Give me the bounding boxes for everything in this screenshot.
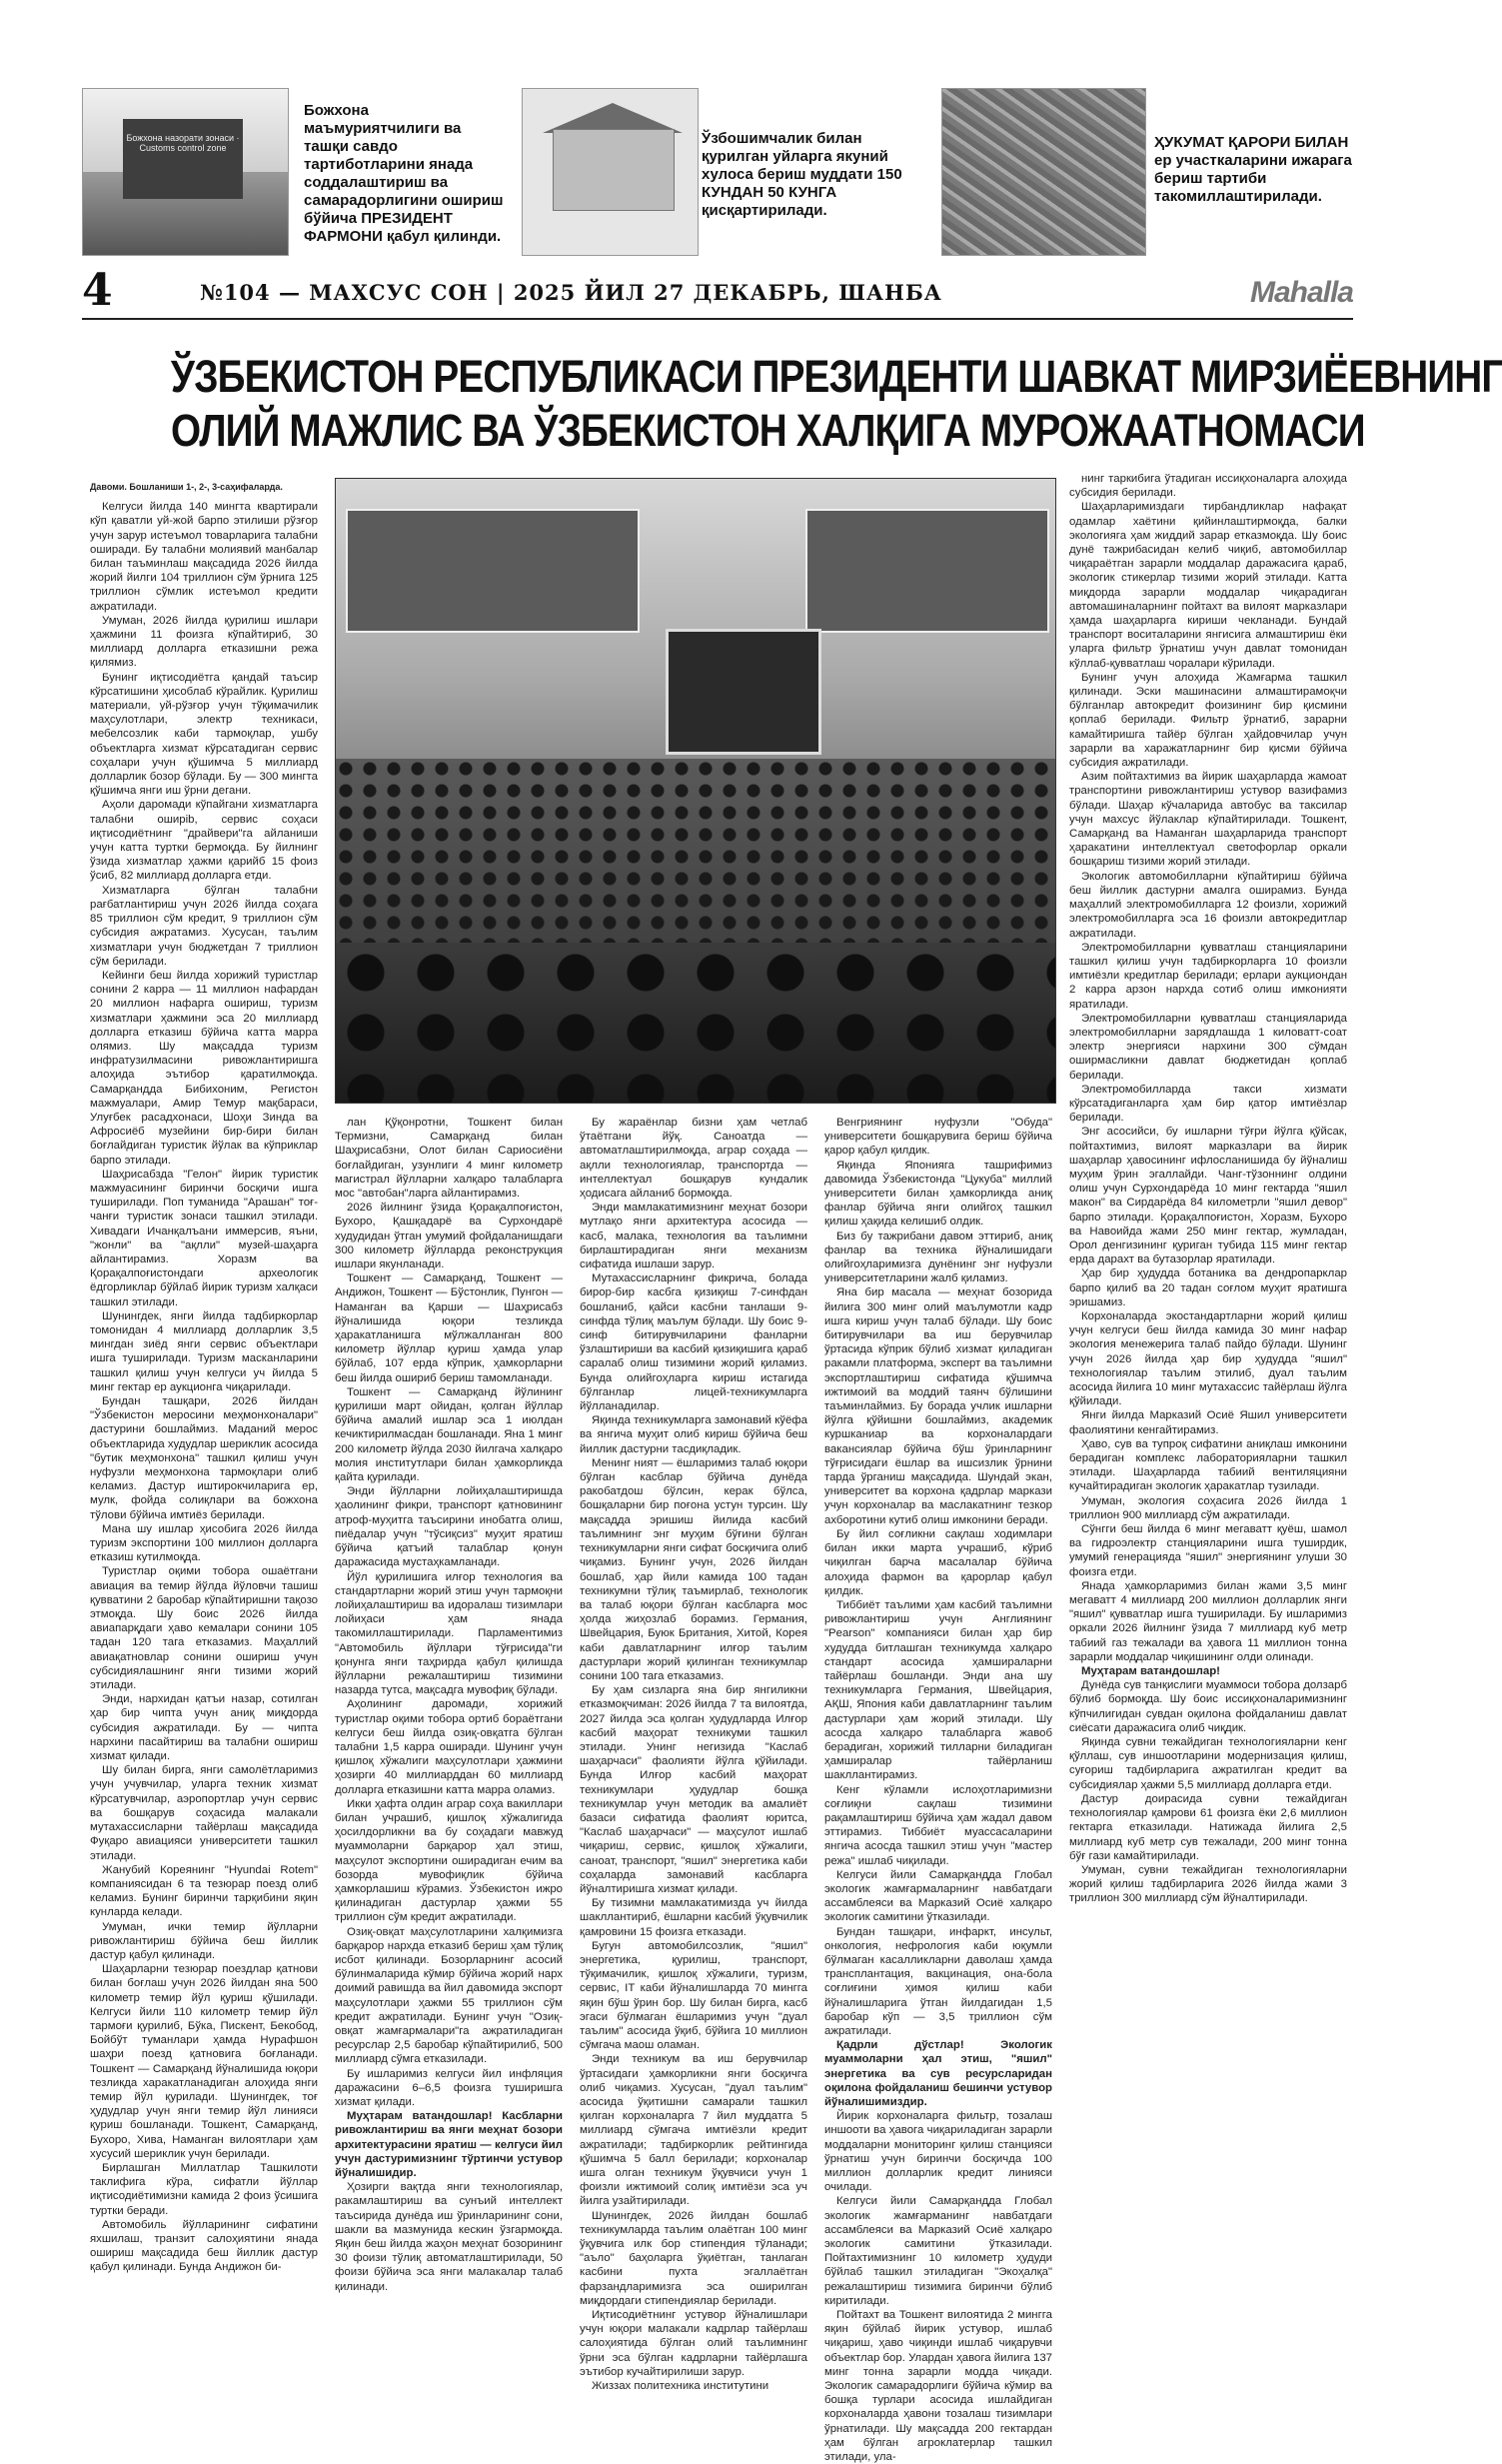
- paragraph: Бу тизимни мамлакатимизда уч йилда шакллантириб, ёшларни касбий ўқувчилик қамровини 15 фоизга етказади.: [580, 1897, 807, 1938]
- paragraph: лан Қўқонротни, Тошкент билан Термизни, Самарқанд билан Шаҳрисабзни, Олот билан Сариосиёни боғлайдиган, узунлиги 4 минг километр магистрал йўлларни халқаро талабларга мос "автобан"ларга айлантирамиз.: [335, 1117, 563, 1201]
- paragraph: Бу йил соғликни сақлаш ходимлари билан икки марта учрашиб, кўриб чиқилган барча масалалар бўйича алоҳида фармон ва қарорлар қабул қилдик.: [824, 1527, 1052, 1597]
- paragraph: Корхоналарда экостандартларни жорий қилиш учун келгуси беш йилда камида 30 минг нафар экология менежерига талаб пайдо бўлади. Шунинг учун 2026 йилда ҳар бир ҳудудда "яшил" технологиялар таълим этилиб, дуал таълим асосида йилига 10 минг мутахассис тайёрлаш йўлга қўйилади.: [1069, 1309, 1347, 1408]
- paragraph: Дастур доирасида сувни тежайдиган технологиялар қамрови 61 фоизга ёки 2,6 миллион гектарга етказилади. Натижада йилига 2,5 миллиард куб метр сув тежалади, 200 минг тонна бўғ гази камайтирилади.: [1069, 1792, 1347, 1862]
- article-column-2: [335, 1116, 563, 2293]
- headline-line-2: ОЛИЙ МАЖЛИС ВА ЎЗБЕКИСТОН ХАЛҚИГА МУРОЖААТНОМАСИ: [171, 405, 1365, 456]
- paragraph: Шунингдек, янги йилда тадбиркорлар томонидан 4 миллиард долларлик 3,5 мингдан зиёд янги сервис объектлари ишга туширилади. Туризм масканларини ташкил қилиш учун келгуси уч йилда 5 минг гектар ер аукционга чиқарилади.: [90, 1309, 318, 1393]
- section-heading: Муҳтарам ватандошлар!: [1081, 1665, 1220, 1678]
- headline-line-1: ЎЗБЕКИСТОН РЕСПУБЛИКАСИ ПРЕЗИДЕНТИ ШАВКАТ МИРЗИЁЕВНИНГ: [171, 351, 1502, 402]
- audience-front-rows: [336, 943, 1055, 1103]
- assembly-hall-photo: [335, 478, 1056, 1104]
- paragraph: Мана шу ишлар ҳисобига 2026 йилда туризм экспортини 100 миллион долларга етказиш кутилмоқда.: [90, 1522, 318, 1564]
- section-heading: Муҳтарам ватандошлар! Касбларни ривожлантириш ва янги меҳнат бозори архитектурасини яратиш — келгуси йил учун дастуримизнинг тўртинчи устувор йўналишидир.: [335, 2110, 563, 2180]
- mahalla-logo[interactable]: Mahalla: [1249, 276, 1353, 309]
- paragraph: Янги йилда Марказий Осиё Яшил университети фаолиятини кенгайтирамиз.: [1069, 1409, 1347, 1436]
- paragraph: Биз бу тажрибани давом эттириб, аниқ фанлар ва техника йўналишидаги олийгоҳларимизга дунёнинг энг нуфузли университетларини жалб қиламиз.: [824, 1230, 1052, 1285]
- hall-screen-left: [346, 509, 640, 633]
- paragraph: Венгриянинг нуфузли "Обуда" университети бошқарувига бериш бўйича қарор қабул қилдик.: [824, 1117, 1052, 1158]
- paragraph: Тошкент — Самарқанд йўлининг қурилиши март ойидан, қолган йўллар бўйича амалий ишлар эса 1 июлдан кечиктирилмасдан бошланади. Яна 1 минг 200 километр йўлда 2030 йилгача халқаро молия институтлари билан ҳамкорликда қайта қурилади.: [335, 1385, 563, 1484]
- paragraph: Сўнгги беш йилда 6 минг мегаватт қуёш, шамол ва гидроэлектр станцияларини ишга туширдик, умумий генерацияда "яшил" энергиянинг улуши 30 фоизга етди.: [1069, 1523, 1347, 1578]
- paragraph: Келгуси йили Самарқандда Глобал экологик жамғармаларнинг навбатдаги ассамблеяси ва Марказий Осиё халқаро экологик самитини ўтказилади.: [824, 1868, 1052, 1924]
- paragraph: Йўл қурилишига илғор технология ва стандартларни жорий этиш учун тармоқни лойиҳалаштириш ва идоралаш тизимлари лойиҳаси ҳам янада такомиллаштирилади. Парламентимиз "Автомобиль йўллари тўғрисида"ги қонунга янги таҳрирда қабул қилишда йўлларни режалаштириш тизимини назарда тутса, мақсадга мувофиқ бўлади.: [335, 1570, 563, 1697]
- page-title: [171, 350, 1502, 458]
- paragraph: Умуман, сувни тежайдиган технологияларни жорий қилиш тадбирларига 2026 йилда жами 3 триллион 300 миллиард сўм йўналтирилади.: [1069, 1863, 1347, 1905]
- paragraph: Энди мамлакатимизнинг меҳнат бозори мутлақо янги архитектура асосида — касб, малака, технология ва таълимни бирлаштирадиган янги механизм сифатида ишлаши зарур.: [580, 1202, 807, 1271]
- teaser-land[interactable]: [941, 88, 1353, 258]
- paragraph: Электромобилларда такси хизмати кўрсатадиганларга ҳам бир қатор имтиёзлар берилади.: [1069, 1083, 1347, 1125]
- paragraph: Экологик автомобилларни кўпайтириш бўйича беш йиллик дастурни амалга оширамиз. Бунда маҳаллий электромобилларга 12 фоизли, хорижий электромобилларга эса 16 фоизли автокредитлар ажратилади.: [1069, 870, 1347, 940]
- aerial-land-plots-photo: [941, 88, 1146, 256]
- paragraph: Ҳаво, сув ва тупроқ сифатини аниқлаш имконини берадиган комплекс лабораторияларни ташкил этилади. Шаҳарларда табиий вентиляцияни кучайтирадиган экологик ҳаракатлар тузилади.: [1069, 1437, 1347, 1493]
- paragraph: Бугун автомобилсозлик, "яшил" энергетика, қурилиш, транспорт, тўқимачилик, қишлоқ хўжалиги, туризм, сервис, IT каби йўналишларда 70 мингга яқин бўш ўрин бор. Шу билан бирга, касб эгаси бўлмаган ёшларимиз учун "дуал таълим" асосида ўқиб, бўйига 10 миллион сўмгача маош оламан.: [580, 1939, 807, 2052]
- paragraph: Шаҳрисабзда "Гелон" йирик туристик мажмуасининг биринчи босқичи ишга туширилади. Поп туманида "Арашан" тоғ-чанғи туристик зонаси ташкил этилади. Хивадаги Ичанқалъани иммерсив, яъни, "жонли" ва "ақлли" музей-шаҳарга айлантирамиз. Хоразм ва Қорақалпоғистондаги археологик ёдгорликлар бўйлаб йирик туризм халқаси ташкил этилади.: [90, 1168, 318, 1308]
- paragraph: Хизматларга бўлган талабни рағбатлантириш учун 2026 йилда соҳага 85 триллион сўм кредит, 9 триллион сўм субсидия ажратамиз. Хусусан, таълим хизматлари учун бюджетдан 7 триллион сўм берилади.: [90, 884, 318, 968]
- paragraph: Кейинги беш йилда хорижий туристлар сонини 2 карра — 11 миллион нафардан 20 миллион нафарга ошириш, туризм хизматлари ҳажмини эса 20 миллиард долларга етказиш бўйича катта марра олямиз. Шу мақсадда туризм инфратузилмасини ривожлантиришга алоҳида эътибор қаратилмоқда. Самарқандда Бибихоним, Регистон мажмуалари, Амир Темур мақбараси, Улуғбек расадхонаси, Шоҳи Зинда ва Афросиёб музейини бир-бири билан боғлайдиган туристик йўлак ва кўприклар барпо этилади.: [90, 969, 318, 1167]
- paragraph: Келгуси йили Самарқандда Глобал экологик жамғарманинг навбатдаги ассамблеяси ва Марказий Осиё халқаро экологик самитини ўтказилади. Пойтахтимизнинг 10 километр ҳудуди бўйлаб ташкил этиладиган "Экоҳалқа" режалаштириш тизимига биринчи бўлиб киритилади.: [824, 2195, 1052, 2307]
- paragraph: Бу жараёнлар бизни ҳам четлаб ўтаётгани йўқ. Саноатда — автоматлаштирилмоқда, аграр соҳада — ақлли технологиялар, транспортда — интеллектуал бошқарув кундалик ҳодисага айланиб бормоқда.: [580, 1117, 807, 1201]
- paragraph: Туристлар оқими тобора ошаётгани авиация ва темир йўлда йўловчи ташиш қувватини 2 баробар кўпайтиришни тақозо этмоқда. Шу боис 2026 йилда авиапарқдаги ҳаво кемалари сонини 105 тадан 120 тага етказамиз. Маҳаллий авиақатновлар сонини ошириш учун субсидиялашнинг янги тизими жорий этилади.: [90, 1565, 318, 1692]
- paragraph: нинг таркибига ўтадиган иссиқхоналарга алоҳида субсидия берилади.: [1069, 473, 1347, 500]
- paragraph: Ҳозирги вақтда янги технологиялар, ракамлаштириш ва сунъий интеллект таъсирида дунёда иш ўринларининг сони, шакли ва мазмунида кескин ўзгармоқда. Яқин беш йилда жаҳон меҳнат бозорининг 30 фоизи тўлиқ автоматлаштирилади, 50 фоизи бўйича эса янги малакалар талаб қилинади.: [335, 2181, 563, 2293]
- teaser-houses-text: Ўзбошимчалик билан қурилган уйларга якуний хулоса бериш муддати 150 КУНДАН 50 КУНГА қисқартирилади.: [702, 130, 902, 219]
- teaser-customs[interactable]: [82, 88, 512, 258]
- paragraph: Бу ҳам сизларга яна бир янгиликни етказмоқчиман: 2026 йилда 7 та вилоятда, 2027 йилда эса қолган ҳудудларда Илғор касбий маҳорат техникуми ташкил этилади. Унинг негизида "Каслаб шаҳарчаси" фаолияти йўлга қўйилади. Бунда Илғор касбий маҳорат техникумлари ҳудудлар бошқа техникумлар учун методик ва амалиёт базаси сифатида фаолият юритса, "Каслаб шаҳарчаси" — маҳсулот ишлаб чиқариш, сервис, қишлоқ хўжалиги, саноат, транспорт, "яшил" энергетика каби соҳаларда замонавий касбларга йўналтиришга хизмат қилади.: [580, 1684, 807, 1895]
- customs-control-zone-photo: [82, 88, 289, 256]
- paragraph: Дунёда сув танқислиги муаммоси тобора долзарб бўлиб бормоқда. Шу боис иссиқхоналаримизнинг кўпчилигидан сувдан оқилона фойдаланиш давлат сиёсати даражасига олиб чиқдик.: [1069, 1679, 1347, 1734]
- paragraph: Озиқ-овқат маҳсулотларини халқимизга барқарор нархда етказиб бериш ҳам тўлиқ исбот қилинади. Бозорларнинг асосий бўлинмаларида кўмир бўйича жорий нарх доимий равишда ва йил давомида экспорт маҳсулотлари ҳажми 55 триллион сўм кредит ажратилади. Бунинг учун "Озиқ-овқат жамғармалари"га ажратиладиган ресурслар 2,5 баробар кўпайтирилиб, 500 миллиард сўмга етказилади.: [335, 1925, 563, 2066]
- paragraph: Йирик корхоналарга фильтр, тозалаш иншооти ва ҳавога чиқариладиган зарарли моддаларни мониторинг қилиш станцияси ўрнатиш учун биринчи босқичда 100 миллион долларлик кредит линияси очилади.: [824, 2110, 1052, 2194]
- paragraph: Икки ҳафта олдин аграр соҳа вакиллари билан учрашиб, қишлоқ хўжалигида ҳосилдорликни ва бу соҳадаги мавжуд муаммоларни барқарор ҳал этиш, маҳсулот экспортини оширадиган ечим ва бозорда мувофиқлик бўйича ҳамкорлашиш кўрамиз. Ўзбекистон ижро қилинадиган дастурлар ҳажми 55 триллион сўм кредит ажратилади.: [335, 1797, 563, 1924]
- paragraph: Электромобилларни қувватлаш станцияларида электромобилларни зарядлашда 1 киловатт-соат электр энергияси нархини 300 сўмдан оширмасликни давлат бюджетидан қоплаб берилади.: [1069, 1012, 1347, 1082]
- paragraph: 2026 йилнинг ўзида Қорақалпоғистон, Бухоро, Қашқадарё ва Сурхондарё худудидан ўтган умумий фойдаланишдаги 300 километр йўлларда реконструкция ишлари якунланади.: [335, 1202, 563, 1271]
- article-column-3: [580, 1116, 807, 2393]
- paragraph: Шунингдек, 2026 йилдан бошлаб техникумларда таълим олаётган 100 минг ўқувчига илк бор стипендия тўланади; "аъло" баҳоларга ўқиётган, танлаган касбини пухта эгаллаётган фарзандларимизга эса оширилган миқдордаги стипендиялар берилади.: [580, 2209, 807, 2307]
- paragraph: Умуман, 2026 йилда қурилиш ишлари ҳажмини 11 фоизга кўпайтириб, 30 миллиард долларга етказишни режа қилямиз.: [90, 614, 318, 670]
- paragraph: Жанубий Кореянинг "Hyundai Rotem" компаниясидан 6 та тезюрар поезд олиб келамиз. Бунинг биринчи тарқибини яқин кунларда келади.: [90, 1863, 318, 1919]
- paragraph: Электромобилларни қувватлаш станцияларини ташкил қилиш учун тадбиркорларга 10 фоизли имтиёзли кредитлар берилади; ерлари аукциондан 2 карра арзон нархда сотиб олиш имконияти яратилади.: [1069, 941, 1347, 1011]
- article-column-1: [90, 480, 318, 2274]
- paragraph: Бирлашган Миллатлар Ташкилоти таклифига кўра, сифатли йўллар иқтисодиётимизни камида 2 фоиз ўсишига туртки беради.: [90, 2161, 318, 2217]
- paragraph: Тиббиёт таълими ҳам касбий таълимни ривожлантириш учун Англиянинг "Pearson" компанияси билан ҳар бир худудда битлашган техникумда халқаро стандарт асосида ҳамшираларни тайёрлаш бошланди. Энди ана шу техникумларга Германия, Швейцария, АҚШ, Япония каби давлатларнинг таълим дастурлари ҳам жорий этилади. Шу асосда халқаро талабларга жавоб берадиган, хорижий тилларни биладиган ҳамширалар тайёрланиш шакллантирамиз.: [824, 1598, 1052, 1782]
- paragraph: Шаҳарларимиздаги тирбандликлар нафақат одамлар хаётини қийинлаштирмоқда, балки экологияга ҳам жиддий зарар етказмоқда. Шу боис дунё тажрибасидан келиб чиқиб, автомобиллар чиқараётган зарарли моддалар даражасига қараб, экологик стикерлар тизими жорий этилади. Катта миқдорда зарарли моддалар чиқарадиган автомашиналарнинг пойтахт ва вилоят марказлари ҳамда шаҳарларга кириши чекланади. Бундай транспорт воситаларини янгисига алмаштириш ёки уларга фильтр ўрнатиш учун давлат томонидан кўллаб-қувватлаш чоралари кўрилади.: [1069, 501, 1347, 670]
- paragraph: Янада ҳамкорларимиз билан жами 3,5 минг мегаватт 4 миллиард 200 миллион долларлик янги "яшил" қувватлар ишга туширилади. Бу ишларимиз оркали 2026 йилнинг ўзида 7 миллиард куб метр табиий газ тежалади ва ҳавога 11 миллион тонна зарарли моддалар чиқишининг олди олинади.: [1069, 1579, 1347, 1663]
- paragraph: Пойтахт ва Тошкент вилоятида 2 мингга яқин бўйлаб йирик устувор, ишлаб чиқариш, ҳаво чиқинди ишлаб чиқарувчи объектлар бор. Улардан ҳавога йилига 137 минг тонна зарарли модда чиқади. Экологик самарадорлиги бўйича кўмир ва бошқа турлари асосида ишлайдиган корхоналарда ҳавони тозалаш тизимлари ўрнатилади. Шу мақсадда 200 гектардан ҳам бўлган агроклатерлар ташкил этилади, ула-: [824, 2309, 1052, 2464]
- paragraph: Энди техникум ва иш берувчилар ўртасидаги ҳамкорликни янги босқичга олиб чиқамиз. Хусусан, "дуал таълим" асосида ўқитишни самарали ташкил қилган корхоналарга 7 йил муддатга 5 миллиард сўмгача имтиёзли кредит ажратилади; тадбиркорлик рейтингида қўшимча 5 балл берилади; корхоналар ишга олган техникум ўқувчиси учун 1 фоизли ижтимоий солиқ имтиёзи эса уч йилга узайтирилади.: [580, 2053, 807, 2208]
- paragraph: Менинг ният — ёшларимиз талаб юқори бўлган касблар бўйича дунёда ракобатдош бўлсин, керак бўлса, бошқаларни бир поғона устун турсин. Шу мақсадда эришиш йилида касбий таълимнинг энг муҳим бўғини бўлган техникумларни янги сифат босқичига олиб чиқамиз. Бунинг учун, 2026 йилдан бошлаб, ҳар йили камида 100 тадан техникумни тўлиқ таъмирлаб, технологик ва талаб юқори бўлган касбларга мос ҳолда жиҳозлаб борамиз. Германия, Швейцария, Буюк Британия, Хитой, Корея каби давлатларнинг илғор таълим дастурлари жорий қилинган техникумлар сонини 100 тага етказамиз.: [580, 1456, 807, 1682]
- continuation-note: Давоми. Бошланиши 1-, 2-, 3-саҳифаларда.: [90, 482, 283, 492]
- paragraph: Шу билан бирга, янги самолётларимиз учун учувчилар, уларга техник хизмат кўрсатувчилар, аэропортлар учун сервис ва бошқарув соҳасида малакали мутахассисларни тайёрлаш мақсадида Фуқаро авиацияси университети ташкил этилади.: [90, 1764, 318, 1862]
- paragraph: Тошкент — Самарқанд, Тошкент — Андижон, Тошкент — Бўстонлик, Пунгон — Наманган ва Қарши — Шаҳрисабз йўналишида юқори тезликда ҳаракатланишга мўлжалланган 800 километр йўллар қуриш ҳамда улар бўйлаб, 107 ерда кўприк, ҳамкорларни беш йилда ошириб бериш тамомланади.: [335, 1272, 563, 1384]
- paragraph: Кенг кўламли ислоҳотларимизни соғлиқни сақлаш тизимини рақамлаштириш бўйича ҳам жадал давом эттирамиз. Тиббиёт муассасаларини янгича асосда ташкил этиш учун "мастер режа" ишлаб чиқилади.: [824, 1783, 1052, 1867]
- page-number: 4: [82, 265, 113, 316]
- paragraph: Яқинда Японияга ташрифимиз давомида Ўзбекистонда "Цукуба" миллий университети билан ҳамкорликда аниқ фанлар бўйича янги олийгоҳ ташкил қилиш ҳақида келишиб олдик.: [824, 1159, 1052, 1229]
- paragraph: Шаҳарларни тезюрар поездлар қатнови билан боғлаш учун 2026 йилдан яна 500 километр темир йўл қуриш қўшилади. Келгуси йили 110 километр темир йўл тармоғи қурилиб, Бўка, Пискент, Бекобод, Бойбўт туманлари ҳамда Нурафшон шаҳри поезд қатновига боғланади. Тошкент — Самарқанд йўналишида юқори тезликда харакатланадиган алоҳида янги темир йўл қурилади. Шунингдек, тоғ ҳудудлар учун янги темир йўл линияси қуриш бошланади. Тошкент, Самарқанд, Бухоро, Хива, Наманган вилоятлари ҳам хусусий шериклик учун берилади.: [90, 1963, 318, 2160]
- hall-screen-right: [805, 509, 1049, 633]
- hall-stage-screen: [666, 629, 821, 755]
- paragraph: Мутахассисларнинг фикрича, болада бирор-бир касбга қизиқиш 7-синфдан бошланиб, қайси касбни танлаши 9-синфда тўлиқ маълум бўлади. Шу боис 9-синф битирувчиларини фанларни ўзлаштириши ва касбий қизиқишига қараб саралаб олиш тизимини жорий қиламиз. Бунда олийгоҳларга кириш истагида бўлганлар лицей-техникумларга йўлланадилар.: [580, 1272, 807, 1413]
- house-drawing: [522, 88, 699, 256]
- teaser-strip: [82, 88, 1353, 258]
- teaser-land-text: ҲУКУМАТ ҚАРОРИ БИЛАН ер участкаларини ижарага бериш тартиби такомиллаштирилади.: [1154, 134, 1352, 205]
- issue-info: №104 — МАХСУС СОН | 2025 ЙИЛ 27 ДЕКАБРЬ, ШАНБА: [200, 280, 942, 305]
- paragraph: Яна бир масала — меҳнат бозорида йилига 300 минг олий маълумотли кадр ишга кириш учун талаб бўлади. Шу боис битирувчилари ва иш берувчилар ўртасида кўприк бўлиб хизмат қиладиган ракамли платформа, эксперт ва таълимни экспортлаштириш сифатида қўшимча ижтимоий ва моддий таянч бўлишини таъминлаймиз. Бу борада учлик ишларни йўлга қўйишни бошлаймиз, академик куршканиар ва корхоналардаги вакансиялар бўйича бўш ўринларнинг тўғрисидаги ёшлар ва ишсизлик ўрнини тарда ўрганиш мақсадида. Шундай экан, университет ва корхона қадрлар маркази учун корхоналар ва маслакатнинг тезкор ахборотини кутиб олиш имконини беради.: [824, 1286, 1052, 1526]
- paragraph: Энди йўлларни лойиҳалаштиришда ҳаолининг фикри, транспорт қатновининг атроф-муҳитга таъсирини инобатга олиш, пиёдалар учун "тўсиқсиз" муҳит яратиш бўйича қатъий талаблар қонун даражасида мустаҳкамланади.: [335, 1485, 563, 1569]
- paragraph: Азим пойтахтимиз ва йирик шаҳарларда жамоат транспортини ривожлантириш устувор вазифамиз бўлади. Шаҳар кўчаларида автобус ва таксилар учун махсус йўлаклар кўпайтирилади. Тошкент, Самарқанд ва Наманган шаҳарларида транспорт ҳаракатини интеллектуал светофорлар оркали бошқариш тизими жорий этилади.: [1069, 771, 1347, 869]
- paragraph: Жиззах политехника институтини: [592, 2380, 769, 2393]
- paragraph: Умуман, экология соҳасига 2026 йилда 1 триллион 900 миллиард сўм ажратилади.: [1069, 1494, 1347, 1521]
- paragraph: Бунинг иқтисодиётга қандай таъсир кўрсатишини ҳисоблаб кўрайлик. Қурилиш материали, уй-рўзғор учун тўқимачилик маҳсулотлари, электр техникаси, мебелсозлик каби тармоқлар, ушбу объектларга хизмат кўрсатадиган сервис соҳалари учун қўшимча 5 миллиард долларлик бозор бўлади. Бу — 300 мингта қўшимча янги иш ўрни дегани.: [90, 671, 318, 798]
- page-header: [82, 265, 1353, 320]
- article-column-4: [824, 1116, 1052, 2464]
- teaser-houses[interactable]: [522, 88, 941, 258]
- paragraph: Бундан ташқари, инфаркт, инсульт, онкология, нефрология каби юқумли бўлмаган касалликларни даволаш ҳамда трансплантация, вакцинация, она-бола соғлиғини ҳимоя қилиш каби йўналишларига ўтган йилдагидан 1,5 баробар кўп — 3,5 триллион сўм ажратилади.: [824, 1925, 1052, 2037]
- section-heading: Қадрли дўстлар! Экологик муаммоларни ҳал этиш, "яшил" энергетика ва сув ресурсларидан оқилона фойдаланиш бешинчи устувор йўналишимиздир.: [824, 2039, 1052, 2109]
- customs-zone-sign: Божхона назорати зонаси · Customs control zone: [123, 119, 243, 199]
- paragraph: Аҳолининг даромади, хорижий туристлар оқими тобора ортиб бораётгани келгуси беш йилда озиқ-овқатга бўлган талабни 1,5 карра оширади. Шунинг учун қишлоқ хўжалиги маҳсулотлари ҳажмини ҳозирги 40 миллиарддан 60 миллиард долларга етказишни катта марра оламиз.: [335, 1698, 563, 1796]
- paragraph: Ҳар бир ҳудудда ботаника ва дендропарклар барпо қилиб ва 20 тадан соғлом муҳит яратишга эришамиз.: [1069, 1267, 1347, 1308]
- paragraph: Иқтисодиётнинг устувор йўналишлари учун юқори малакали кадрлар тайёрлаш салоҳиятида бўлган олий таълимнинг ўрни эса бўлган кадрларни тайёрлашга эътибор кучайтирилиши зарур.: [580, 2309, 807, 2378]
- article-column-5: [1069, 472, 1347, 2169]
- paragraph: Яқинда сувни тежайдиган технологияларни кенг қўллаш, сув иншоотларини модернизация қилиш, суғориш тадбирларига ажратилган кредит ва субсидиялар ҳажми 5,5 миллиард долларга етди.: [1069, 1736, 1347, 1791]
- paragraph: Бундан ташқари, 2026 йилдан "Ўзбекистон меросини меҳмонхоналари" дастурини бошлаймиз. Маданий мерос объектларида худудлар шериклик асосида "бутик меҳмонхона" ташкил қилиш учун нуфузли меҳмонхона тармоқлари олиб келамиз. Дастур иштирокчиларига ер, мулк, фойда солиқлари ва божхона тўлови бўйича имтиёз берилади.: [90, 1395, 318, 1521]
- paragraph: Энди, нархидан қатъи назар, сотилган ҳар бир чипта учун аниқ миқдорда субсидия ажратилади. Бу — чипта нархини пасайтириш ва талабни ошириш хизмат қилади.: [90, 1693, 318, 1763]
- paragraph: Аҳоли даромади кўпайгани хизматларга талабни оширib, сервис соҳаси иқтисодиётнинг "драйвери"га айланиши учун катта туртки бермоқда. Бу йилнинг ўзида хизматлар ҳажми қарийб 15 фоиз ўсиб, 82 миллиард долларга етди.: [90, 799, 318, 883]
- paragraph: Бу ишларимиз келгуси йил инфляция даражасини 6–6,5 фоизга туширишга хизмат қилади.: [335, 2067, 563, 2109]
- paragraph: Энг асосийси, бу ишларни тўғри йўлга қўйсак, пойтахтимиз, вилоят марказлари ва йирик шаҳарлар ҳавосининг ифлосланишида бу йўналиш муҳим ўрин эгаллайди. Чанг-тўзоннинг олдини олиш учун Сурхондарёда 10 минг гектарда "яшил макон" ва Сирдарёда 84 километрли "яшил девор" барпо этилади. Қорақалпоғистон, Хоразм, Бухоро ва Навоийда жами 250 минг гектар, жумладан, Орол денгизининг қуриган тубида 115 минг гектар ерда дарахт ва бутазорлар яратилади.: [1069, 1126, 1347, 1266]
- paragraph: Автомобиль йўлларининг сифатини яхшилаш, транзит салоҳиятини янада ошириш мақсадида беш йиллик дастур қабул қилинади. Бунда Андижон би-: [90, 2218, 318, 2274]
- paragraph: Келгуси йилда 140 мингта квартирали кўп қаватли уй-жой барпо этилиши рўзғор учун зарур истеъмол товарларига талабни оширади. Бу талабни молиявий манбалар билан таъминлаш мақсадида 2026 йилда жорий йилги 104 триллион сўм ўрнига 125 триллион сўмлик истеъмол кредити ажратилади.: [90, 501, 318, 613]
- paragraph: Умуман, ички темир йўлларни ривожлантириш бўйича беш йиллик дастур қабул қилинади.: [90, 1920, 318, 1961]
- teaser-customs-text: Божхона маъмуриятчилиги ва ташқи савдо тартиботларини янада соддалаштириш ва самарадорлигини ошириш бўйича ПРЕЗИДЕНТ ФАРМОНИ қабул қилинди.: [304, 102, 504, 245]
- paragraph: Яқинда техникумларга замонавий кўёфа ва янгича муҳит олиб кириш бўйича беш йиллик дастурни тасдиқладик.: [580, 1414, 807, 1455]
- paragraph: Бунинг учун алоҳида Жамғарма ташкил қилинади. Эски машинасини алмаштирамоқчи бўлганлар автокредит фоизининг бир қисмини қоплаб берилади. Фильтр ўрнатиб, зарарни камайтиришга тайёр бўлган ҳайдовчилар учун зарарли ва харажатларнинг бир қисми бўйича субсидия ажратилади.: [1069, 671, 1347, 770]
